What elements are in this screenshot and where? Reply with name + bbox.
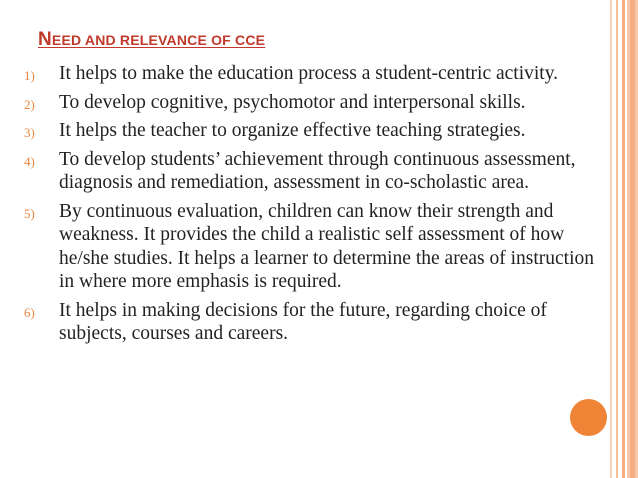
list-item: [0, 200, 612, 294]
list-item: [0, 299, 612, 346]
item-text: It helps in making decisions for the future, regarding choice of subjects, courses and careers.: [59, 299, 547, 344]
item-number: 5): [24, 205, 35, 221]
stripe: [622, 0, 625, 478]
item-number: 6): [24, 304, 35, 320]
stripe: [630, 0, 635, 478]
item-number: 3): [24, 125, 35, 140]
bullet-list: [0, 62, 612, 351]
title-initial: N: [38, 29, 52, 50]
item-number: 1): [24, 68, 35, 83]
slide-title: [38, 29, 265, 51]
list-item: [0, 91, 612, 115]
decorative-stripes: [610, 0, 638, 478]
item-text: By continuous evaluation, children can know their strength and weakness. It provides the child a realistic self assessment of how he/she studies. It helps a learner to determine the areas of instruction in where more emphasis is required.: [59, 200, 594, 292]
item-text: To develop students’ achievement through continuous assessment, diagnosis and remediation, assessment in co-scholastic area.: [59, 148, 576, 193]
title-rest: EED AND RELEVANCE OF CCE: [51, 32, 266, 48]
item-text: It helps the teacher to organize effective teaching strategies.: [59, 120, 526, 141]
item-number: 4): [24, 153, 35, 169]
list-item: [0, 148, 612, 195]
item-text: It helps to make the education process a student-centric activity.: [59, 63, 559, 84]
list-item: [0, 119, 612, 143]
decorative-circle: [570, 399, 607, 436]
list-item: [0, 62, 612, 86]
item-number: 2): [24, 96, 35, 112]
stripe: [616, 0, 618, 478]
item-text: To develop cognitive, psychomotor and interpersonal skills.: [59, 91, 526, 113]
